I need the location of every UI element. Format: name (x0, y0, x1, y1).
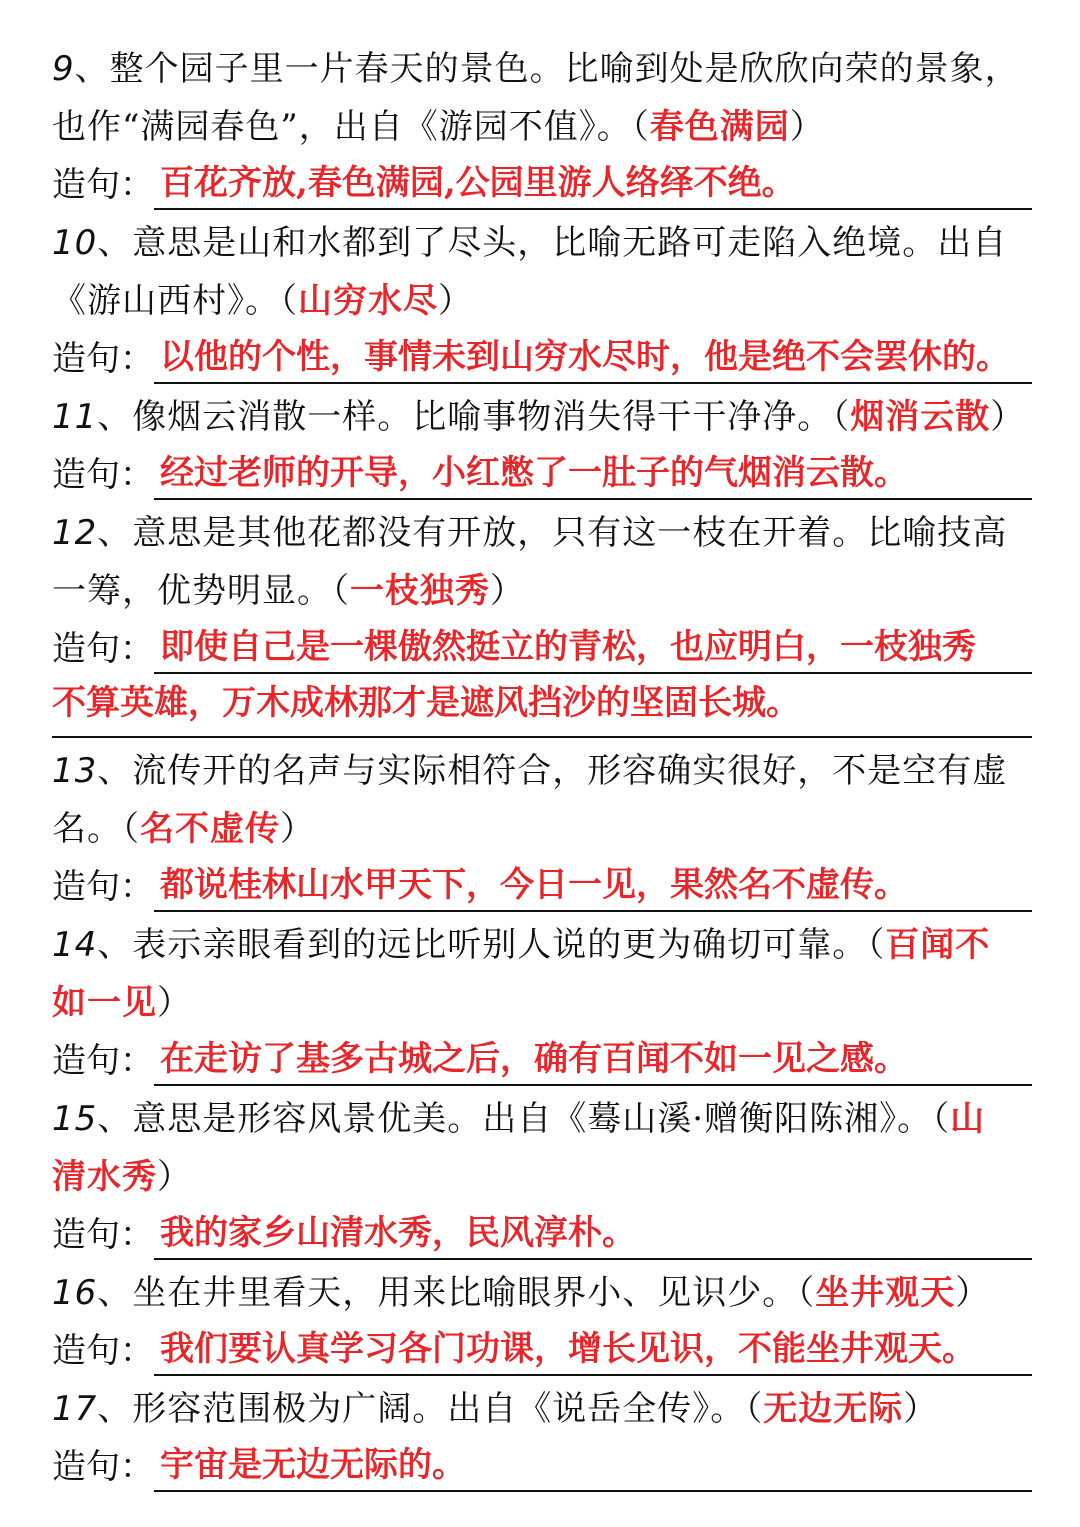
item-number: 16 (52, 1273, 98, 1313)
definition-text: 、意思是形容风景优美。出自《蓦山溪·赠衡阳陈湘》。（ (97, 1099, 951, 1139)
item-number: 11 (52, 397, 98, 437)
example-sentence-row (52, 1322, 1032, 1380)
idiom-item-15 (52, 1090, 1032, 1264)
definition-line (52, 214, 1032, 272)
close-paren: ） (903, 1389, 939, 1429)
example-sentence-row (52, 620, 1032, 678)
idiom-item-11 (52, 388, 1032, 504)
definition-text: 、整个园子里一片春天的景色。比喻到处是欣欣向荣的景象， (74, 49, 1020, 89)
definition-line (52, 388, 1032, 446)
example-sentence: 我们要认真学习各门功课，增长见识，不能坐井观天。 (154, 1324, 1032, 1376)
close-paren: ） (955, 1273, 991, 1313)
definition-line (52, 98, 1032, 156)
example-sentence: 百花齐放,春色满园,公园里游人络绎不绝。 (154, 158, 1032, 210)
example-label: 造句： (52, 1215, 154, 1255)
example-sentence: 经过老师的开导，小红憋了一肚子的气烟消云散。 (154, 448, 1032, 500)
answer-idiom: 春色满园 (649, 107, 790, 147)
item-number: 10 (52, 223, 98, 263)
definition-line (52, 974, 1032, 1032)
definition-text: 名。（ (52, 809, 140, 849)
close-paren: ） (280, 809, 315, 849)
example-label: 造句： (52, 1041, 154, 1081)
example-sentence-row (52, 156, 1032, 214)
example-label: 造句： (52, 339, 154, 379)
idiom-item-13 (52, 742, 1032, 916)
idiom-item-12 (52, 504, 1032, 738)
example-label: 造句： (52, 1331, 154, 1371)
definition-line (52, 272, 1032, 330)
idiom-item-9 (52, 40, 1032, 214)
close-paren: ） (789, 107, 825, 147)
close-paren: ） (157, 1157, 192, 1197)
example-label: 造句： (52, 867, 154, 907)
definition-text: 、意思是山和水都到了尽头，比喻无路可走陷入绝境。出自 (97, 223, 1008, 263)
idiom-item-14 (52, 916, 1032, 1090)
answer-idiom-part: 如一见 (52, 983, 157, 1023)
definition-text: 也作“满园春色”，出自《游园不值》。（ (52, 107, 650, 147)
answer-idiom: 一枝独秀 (350, 571, 490, 611)
answer-idiom: 山穷水尽 (298, 281, 438, 321)
definition-text: 、流传开的名声与实际相符合，形容确实很好，不是空有虚 (97, 751, 1008, 791)
example-label: 造句： (52, 1447, 154, 1487)
answer-idiom-part: 百闻不 (885, 925, 991, 965)
definition-text: 、坐在井里看天，用来比喻眼界小、见识少。（ (97, 1273, 816, 1313)
item-number: 13 (52, 751, 98, 791)
definition-text: 一筹，优势明显。（ (52, 571, 350, 611)
example-sentence: 即使自己是一棵傲然挺立的青松，也应明白，一枝独秀 (154, 622, 1032, 674)
definition-line (52, 1380, 1032, 1438)
idiom-item-17 (52, 1380, 1032, 1496)
answer-idiom: 名不虚传 (140, 809, 280, 849)
answer-idiom-part: 山 (950, 1099, 986, 1139)
item-number: 15 (52, 1099, 98, 1139)
definition-text: 、意思是其他花都没有开放，只有这一枝在开着。比喻技高 (97, 513, 1008, 553)
example-sentence-row (52, 858, 1032, 916)
definition-text: 《游山西村》。（ (52, 281, 298, 321)
answer-idiom: 坐井观天 (815, 1273, 956, 1313)
definition-text: 、表示亲眼看到的远比听别人说的更为确切可靠。（ (97, 925, 886, 965)
close-paren: ） (157, 983, 192, 1023)
definition-text: 、像烟云消散一样。比喻事物消失得干干净净。（ (97, 397, 851, 437)
definition-text: 、形容范围极为广阔。出自《说岳全传》。（ (97, 1389, 764, 1429)
example-sentence: 宇宙是无边无际的。 (154, 1440, 1032, 1492)
example-sentence-row (52, 1032, 1032, 1090)
example-sentence: 以他的个性，事情未到山穷水尽时，他是绝不会罢休的。 (154, 332, 1032, 384)
example-sentence: 都说桂林山水甲天下，今日一见，果然名不虚传。 (154, 860, 1032, 912)
definition-line (52, 1090, 1032, 1148)
example-sentence: 我的家乡山清水秀，民风淳朴。 (154, 1208, 1032, 1260)
definition-line (52, 1148, 1032, 1206)
example-sentence-row (52, 1206, 1032, 1264)
example-sentence-continued: 不算英雄，万木成林那才是遮风挡沙的坚固长城。 (52, 678, 1032, 738)
item-number: 12 (52, 513, 98, 553)
answer-idiom: 烟消云散 (850, 397, 991, 437)
idiom-worksheet (52, 40, 1032, 1496)
item-number: 14 (52, 925, 98, 965)
example-sentence-row (52, 446, 1032, 504)
example-label: 造句： (52, 165, 154, 205)
example-sentence-row (52, 1438, 1032, 1496)
definition-line (52, 504, 1032, 562)
definition-line (52, 742, 1032, 800)
definition-line (52, 562, 1032, 620)
close-paren: ） (990, 397, 1026, 437)
idiom-item-16 (52, 1264, 1032, 1380)
answer-idiom: 无边无际 (763, 1389, 904, 1429)
definition-line (52, 40, 1032, 98)
example-sentence: 在走访了基多古城之后，确有百闻不如一见之感。 (154, 1034, 1032, 1086)
example-label: 造句： (52, 455, 154, 495)
example-label: 造句： (52, 629, 154, 669)
definition-line (52, 1264, 1032, 1322)
close-paren: ） (490, 571, 525, 611)
answer-idiom-part: 清水秀 (52, 1157, 157, 1197)
definition-line (52, 916, 1032, 974)
example-sentence-row (52, 330, 1032, 388)
item-number: 17 (52, 1389, 98, 1429)
item-number: 9 (52, 49, 75, 89)
definition-line (52, 800, 1032, 858)
idiom-item-10 (52, 214, 1032, 388)
close-paren: ） (438, 281, 473, 321)
